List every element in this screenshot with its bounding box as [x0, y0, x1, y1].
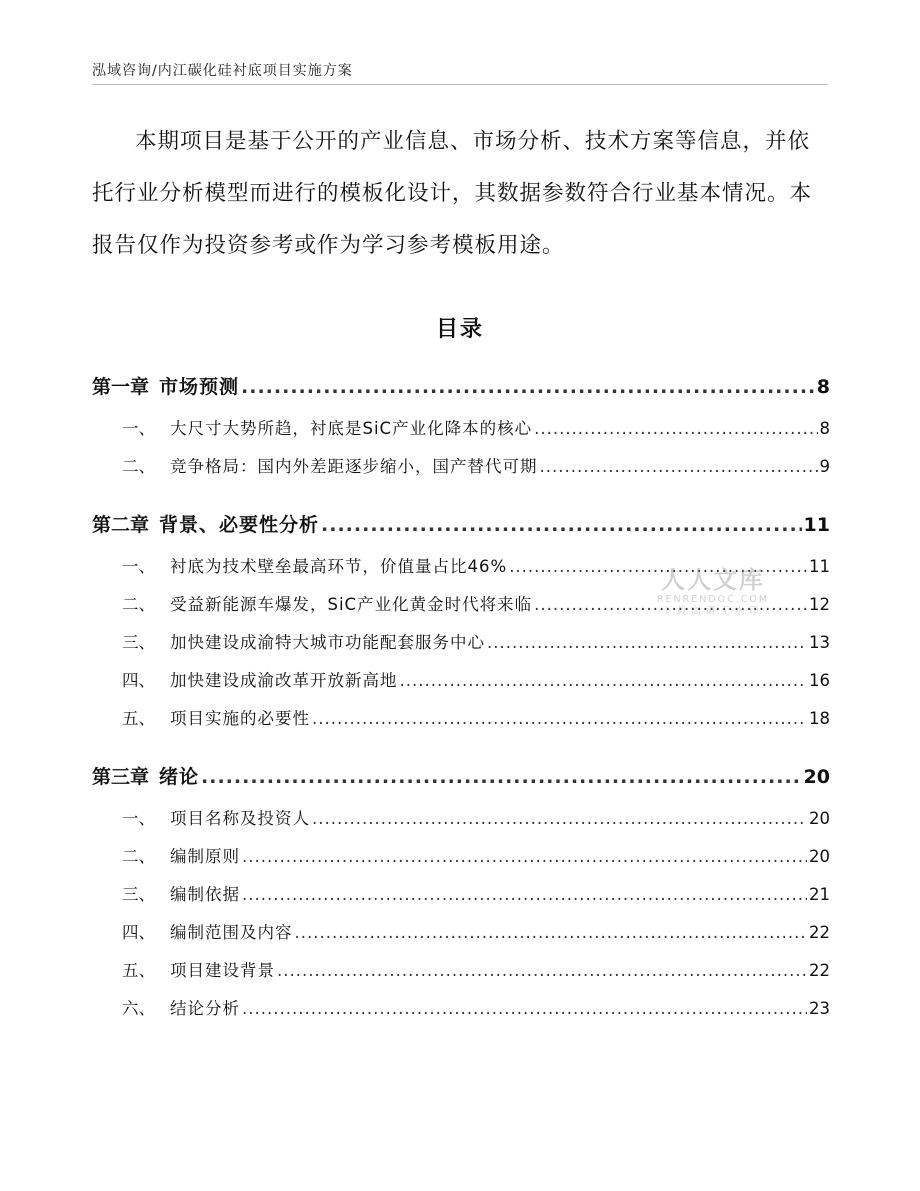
toc-entry-label: 竞争格局：国内外差距逐步缩小，国产替代可期	[170, 457, 538, 476]
toc-leader-dots	[509, 548, 807, 586]
toc-leader-dots	[242, 876, 807, 914]
toc-entry-page: 23	[809, 999, 830, 1018]
toc-entry-label: 结论分析	[170, 999, 240, 1018]
watermark-title: 人人文库	[661, 566, 765, 594]
toc-entry-number: 一、	[122, 557, 155, 576]
toc-leader-dots	[312, 700, 807, 738]
toc-entry-label: 项目建设背景	[170, 961, 275, 980]
toc-leader-dots	[277, 952, 807, 990]
watermark-tagline: 下载高清无水印	[662, 606, 764, 617]
toc-leader-dots	[242, 838, 807, 876]
toc-entry-page: 21	[809, 885, 830, 904]
toc-entry-number: 六、	[122, 999, 155, 1018]
toc-section-2-4[interactable]	[92, 662, 830, 700]
toc-entry-page: 20	[803, 766, 830, 788]
toc-entry-number: 一、	[122, 809, 155, 828]
toc-entry-label: 绪论	[159, 766, 200, 788]
watermark-domain: RENRENDOC.COM	[656, 594, 770, 605]
toc-leader-dots	[534, 586, 807, 624]
toc-entry-page: 12	[809, 595, 830, 614]
toc-entry-page: 20	[809, 847, 830, 866]
toc-entry-page: 11	[803, 514, 830, 536]
running-header: 泓域咨询/内江碳化硅衬底项目实施方案	[92, 63, 353, 79]
toc-entry-label: 项目实施的必要性	[170, 709, 310, 728]
toc-entry-number: 五、	[122, 709, 155, 728]
toc-entry-number: 三、	[122, 633, 155, 652]
toc-entry-number: 四、	[122, 923, 155, 942]
toc-entry-label: 衬底为技术壁垒最高环节，价值量占比46%	[170, 557, 508, 576]
toc-entry-label: 受益新能源车爆发，SiC产业化黄金时代将来临	[170, 595, 533, 614]
toc-entry-number: 一、	[122, 419, 155, 438]
toc-leader-dots	[242, 990, 807, 1028]
toc-section-2-2[interactable]	[92, 586, 830, 624]
toc-leader-dots	[241, 364, 815, 410]
intro-paragraph: 本期项目是基于公开的产业信息、市场分析、技术方案等信息，并依托行业分析模型而进行的模板化设计，其数据参数符合行业基本情况。本报告仅作为投资参考或作为学习参考模板用途。	[92, 129, 813, 258]
toc-entry-number: 三、	[122, 885, 155, 904]
toc-section-3-5[interactable]	[92, 952, 830, 990]
toc-section-3-6[interactable]	[92, 990, 830, 1028]
toc-entry-label: 编制原则	[170, 847, 240, 866]
toc-entry-label: 大尺寸大势所趋，衬底是SiC产业化降本的核心	[170, 419, 533, 438]
toc-section-3-3[interactable]	[92, 876, 830, 914]
toc-entry-label: 背景、必要性分析	[159, 514, 320, 536]
header-divider	[92, 84, 828, 85]
toc-entry-label: 编制依据	[170, 885, 240, 904]
toc-entry-page: 8	[816, 376, 830, 398]
toc-entry-label: 加快建设成渝特大城市功能配套服务中心	[170, 633, 485, 652]
toc-section-2-5[interactable]	[92, 700, 830, 738]
toc-entry-number: 四、	[122, 671, 155, 690]
toc-entry-page: 22	[809, 961, 830, 980]
toc-leader-dots	[400, 662, 808, 700]
toc-entry-label: 编制范围及内容	[170, 923, 293, 942]
toc-entry-number: 第二章	[92, 514, 150, 536]
toc-entry-page: 16	[809, 671, 830, 690]
toc-entry-page: 18	[809, 709, 830, 728]
toc-leader-dots	[540, 448, 818, 486]
toc-entry-label: 市场预测	[159, 376, 240, 398]
toc-entry-page: 13	[809, 633, 830, 652]
toc-section-3-1[interactable]	[92, 800, 830, 838]
toc-title: 目录	[435, 317, 484, 342]
toc-leader-dots	[201, 754, 802, 800]
toc-leader-dots	[295, 914, 808, 952]
toc-entry-label: 加快建设成渝改革开放新高地	[170, 671, 398, 690]
toc-chapter-3[interactable]	[92, 754, 830, 800]
toc-entry-page: 20	[809, 809, 830, 828]
toc-chapter-2[interactable]	[92, 502, 830, 548]
toc-entry-label: 项目名称及投资人	[170, 809, 310, 828]
toc-entry-page: 8	[819, 419, 830, 438]
toc-entry-page: 9	[819, 457, 830, 476]
toc-entry-number: 五、	[122, 961, 155, 980]
toc-chapter-1[interactable]	[92, 364, 830, 410]
toc-section-1-1[interactable]	[92, 410, 830, 448]
toc-entry-number: 第三章	[92, 766, 150, 788]
toc-leader-dots	[534, 410, 817, 448]
toc-entry-number: 第一章	[92, 376, 150, 398]
toc-section-2-1[interactable]	[92, 548, 830, 586]
toc-entry-page: 11	[809, 557, 830, 576]
toc-section-3-4[interactable]	[92, 914, 830, 952]
toc-section-1-2[interactable]	[92, 448, 830, 486]
toc-leader-dots	[321, 502, 802, 548]
toc-entry-page: 22	[809, 923, 830, 942]
table-of-contents	[92, 364, 830, 1028]
toc-section-3-2[interactable]	[92, 838, 830, 876]
toc-section-2-3[interactable]	[92, 624, 830, 662]
toc-entry-number: 二、	[122, 457, 155, 476]
toc-leader-dots	[487, 624, 807, 662]
toc-entry-number: 二、	[122, 595, 155, 614]
toc-leader-dots	[312, 800, 807, 838]
toc-entry-number: 二、	[122, 847, 155, 866]
